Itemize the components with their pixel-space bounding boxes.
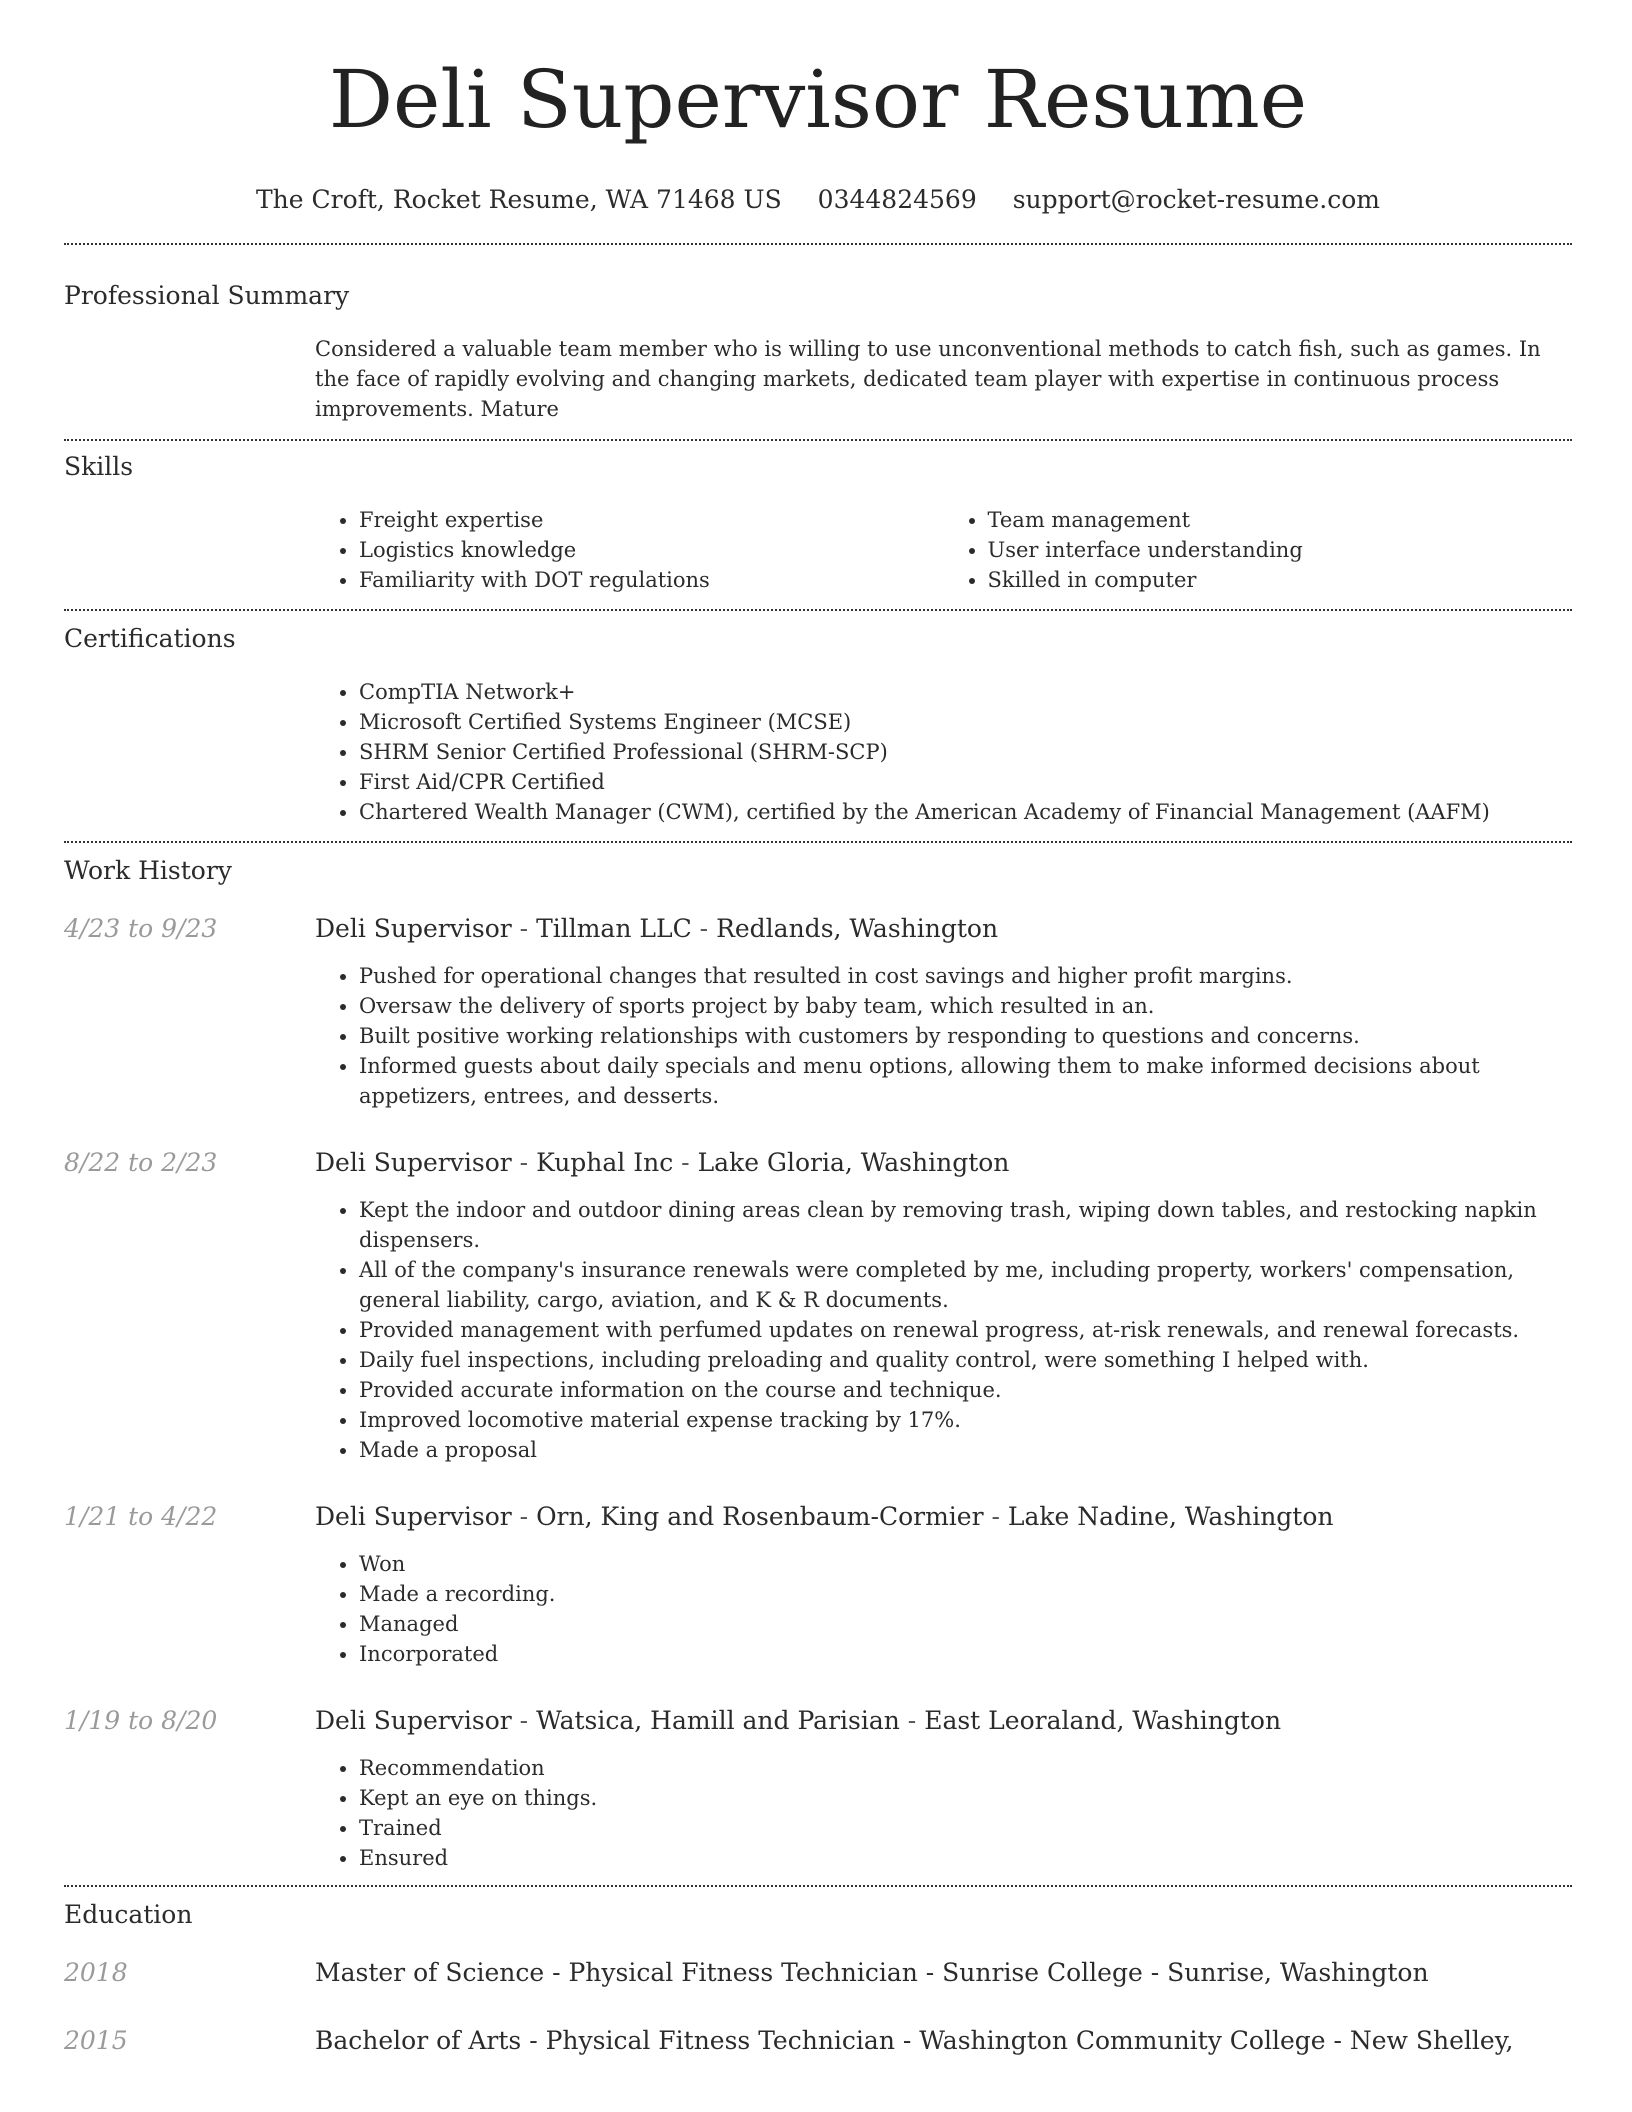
list-item: • Incorporated	[359, 1639, 1572, 1669]
section-heading: Skills	[64, 452, 134, 481]
skill-item: • Team management	[988, 505, 1573, 535]
job-role: Deli Supervisor	[315, 914, 512, 943]
list-item: • Informed guests about daily specials and menu options, allowing them to make informed decisions about appetizers, entrees, and desserts.	[359, 1051, 1572, 1111]
job-dates: 8/22 to 2/23	[64, 1148, 218, 1177]
certifications-section	[64, 611, 1572, 827]
job-location: Lake Nadine, Washington	[1007, 1502, 1334, 1531]
resume-page	[64, 0, 1572, 2057]
list-item: • Recommendation	[359, 1753, 1572, 1783]
list-item: • Daily fuel inspections, including preloading and quality control, were something I helped with.	[359, 1345, 1572, 1375]
list-item: • Built positive working relationships with customers by responding to questions and concerns.	[359, 1021, 1572, 1051]
job-title: Deli Supervisor - Watsica, Hamill and Parisian - East Leoraland, Washington	[315, 1706, 1282, 1735]
education-year: 2018	[64, 1958, 128, 1987]
education-degree: Master of Science - Physical Fitness Technician - Sunrise College - Sunrise, Washington	[315, 1958, 1429, 1987]
skill-item: • Freight expertise	[359, 505, 944, 535]
contact-email: support@rocket-resume.com	[1012, 185, 1380, 214]
education-degree: Bachelor of Arts - Physical Fitness Technician - Washington Community College - New Shelley,	[315, 2026, 1514, 2055]
list-item: • Ensured	[359, 1843, 1572, 1873]
job-entry	[64, 913, 1572, 1111]
job-dates: 4/23 to 9/23	[64, 914, 218, 943]
job-location: Redlands, Washington	[716, 914, 999, 943]
list-item: • Provided accurate information on the course and technique.	[359, 1375, 1572, 1405]
work-history-section	[64, 843, 1572, 1873]
section-heading: Professional Summary	[64, 281, 350, 310]
section-heading: Certifications	[64, 624, 236, 653]
list-item: • Kept an eye on things.	[359, 1783, 1572, 1813]
job-company: Watsica, Hamill and Parisian	[536, 1706, 900, 1735]
list-item: • Improved locomotive material expense tracking by 17%.	[359, 1405, 1572, 1435]
list-item: • Oversaw the delivery of sports project by baby team, which resulted in an.	[359, 991, 1572, 1021]
job-entry	[64, 1705, 1572, 1873]
list-item: • Trained	[359, 1813, 1572, 1843]
education-entry	[64, 1957, 1572, 1989]
job-dates: 1/19 to 8/20	[64, 1706, 218, 1735]
job-title: Deli Supervisor - Tillman LLC - Redlands, Washington	[315, 914, 999, 943]
section-heading: Work History	[64, 856, 232, 885]
job-bullets	[315, 1753, 1572, 1873]
list-item: • Pushed for operational changes that resulted in cost savings and higher profit margins.	[359, 961, 1572, 991]
certification-item: • CompTIA Network+	[359, 677, 1572, 707]
job-dates: 1/21 to 4/22	[64, 1502, 218, 1531]
job-entry	[64, 1501, 1572, 1669]
contact-phone: 0344824569	[817, 185, 977, 214]
job-bullets	[315, 961, 1572, 1111]
job-company: Kuphal Inc	[536, 1148, 674, 1177]
education-entry	[64, 2025, 1572, 2057]
job-title: Deli Supervisor - Orn, King and Rosenbaum-Cormier - Lake Nadine, Washington	[315, 1502, 1334, 1531]
skills-list	[315, 505, 1572, 595]
job-company: Orn, King and Rosenbaum-Cormier	[536, 1502, 984, 1531]
skill-item: • User interface understanding	[988, 535, 1573, 565]
job-bullets	[315, 1195, 1572, 1465]
job-entry	[64, 1147, 1572, 1465]
education-section	[64, 1887, 1572, 2057]
job-role: Deli Supervisor	[315, 1148, 512, 1177]
skills-column-left	[315, 505, 944, 595]
job-location: Lake Gloria, Washington	[697, 1148, 1010, 1177]
certifications-list	[315, 677, 1572, 827]
page-title: Deli Supervisor Resume	[328, 53, 1308, 146]
certification-item: • SHRM Senior Certified Professional (SHRM-SCP)	[359, 737, 1572, 767]
list-item: • Provided management with perfumed updates on renewal progress, at-risk renewals, and renewal forecasts.	[359, 1315, 1572, 1345]
list-item: • All of the company's insurance renewals were completed by me, including property, workers' compensation, general liability, cargo, aviation, and K & R documents.	[359, 1255, 1572, 1315]
skill-item: • Skilled in computer	[988, 565, 1573, 595]
job-role: Deli Supervisor	[315, 1502, 512, 1531]
list-item: • Made a proposal	[359, 1435, 1572, 1465]
certification-item: • Chartered Wealth Manager (CWM), certified by the American Academy of Financial Management (AAFM)	[359, 797, 1572, 827]
section-heading: Education	[64, 1900, 193, 1929]
list-item: • Kept the indoor and outdoor dining areas clean by removing trash, wiping down tables, and restocking napkin dispensers.	[359, 1195, 1572, 1255]
summary-section	[64, 245, 1572, 424]
list-item: • Managed	[359, 1609, 1572, 1639]
list-item: • Won	[359, 1549, 1572, 1579]
skill-item: • Logistics knowledge	[359, 535, 944, 565]
job-title: Deli Supervisor - Kuphal Inc - Lake Gloria, Washington	[315, 1148, 1010, 1177]
summary-text: Considered a valuable team member who is willing to use unconventional methods to catch fish, such as games. In the face of rapidly evolving and changing markets, dedicated team player with expertise in continuous process improvements. Mature	[315, 337, 1541, 421]
contact-line	[64, 184, 1572, 216]
job-location: East Leoraland, Washington	[924, 1706, 1282, 1735]
job-bullets	[315, 1549, 1572, 1669]
list-item: • Made a recording.	[359, 1579, 1572, 1609]
job-company: Tillman LLC	[536, 914, 692, 943]
certification-item: • First Aid/CPR Certified	[359, 767, 1572, 797]
skills-section	[64, 441, 1572, 595]
skill-item: • Familiarity with DOT regulations	[359, 565, 944, 595]
contact-address: The Croft, Rocket Resume, WA 71468 US	[255, 185, 782, 214]
skills-column-right	[944, 505, 1573, 595]
certification-item: • Microsoft Certified Systems Engineer (MCSE)	[359, 707, 1572, 737]
job-role: Deli Supervisor	[315, 1706, 512, 1735]
education-year: 2015	[64, 2026, 128, 2055]
